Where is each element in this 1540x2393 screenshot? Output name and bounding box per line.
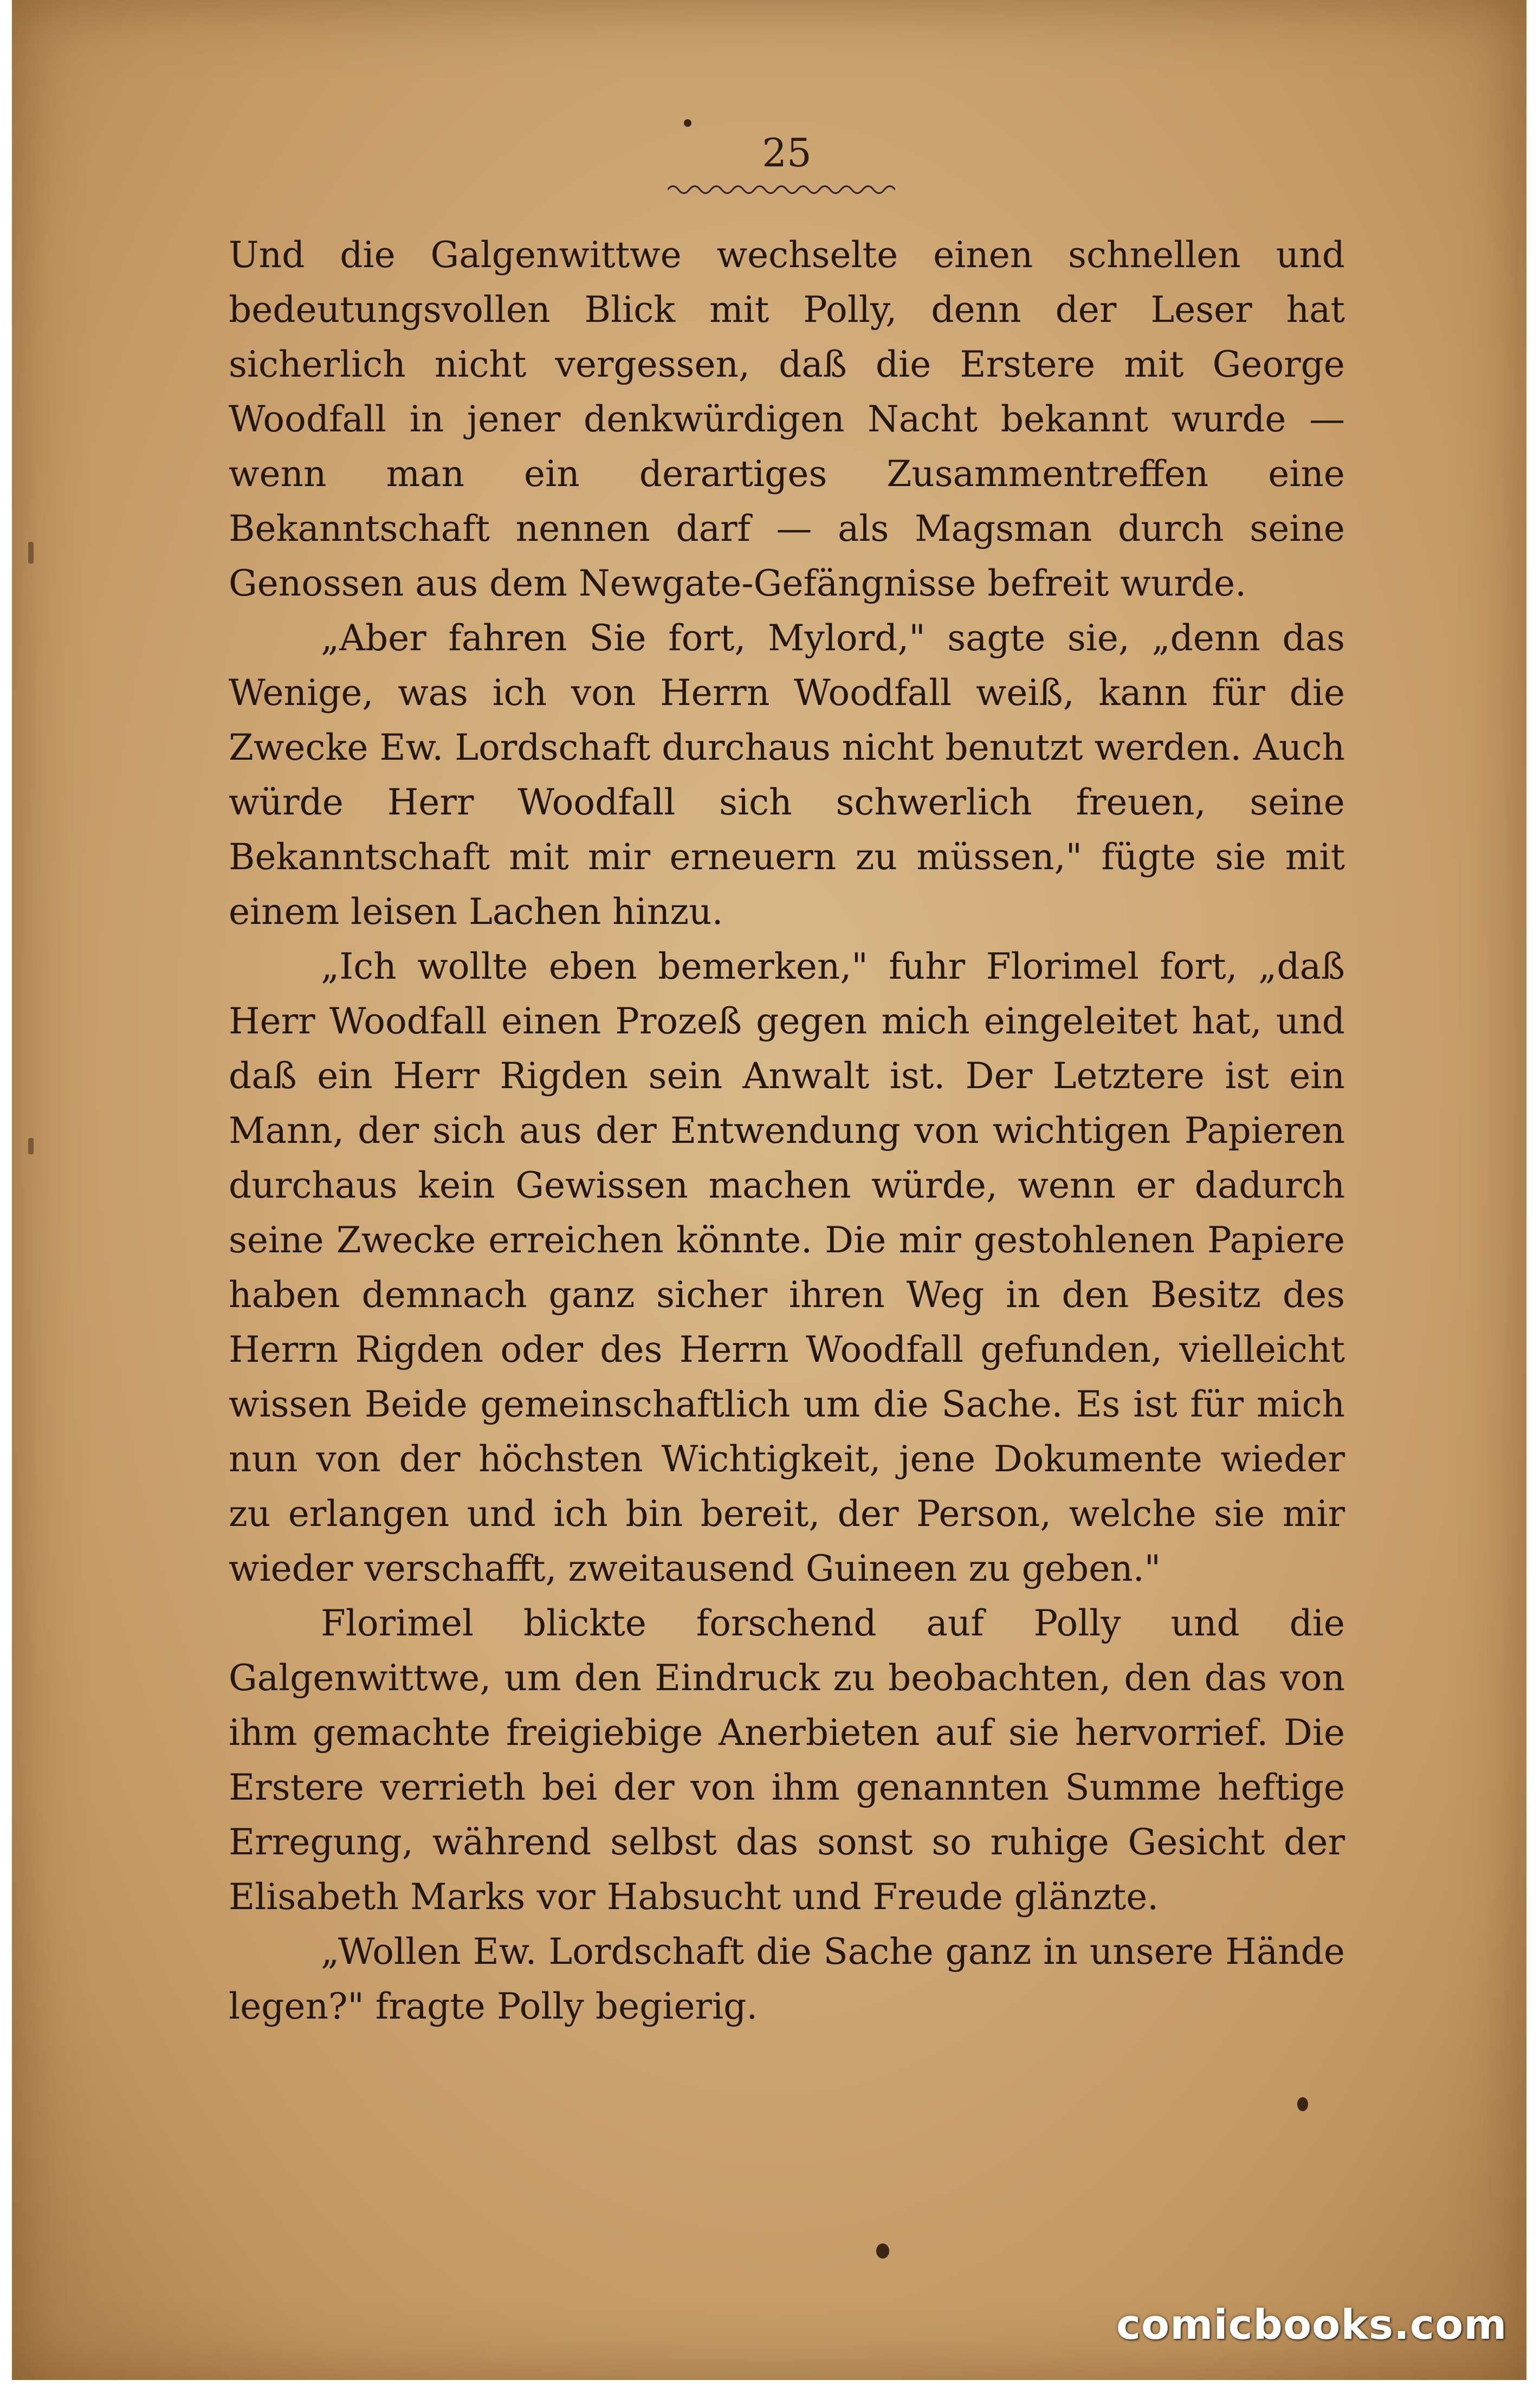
ink-speck — [876, 2243, 889, 2259]
paragraph: „Wollen Ew. Lordschaft die Sache ganz in unsere Hände legen?" fragte Polly begierig. — [229, 1931, 1345, 2027]
book-page — [12, 0, 1526, 2380]
ink-speck — [28, 542, 34, 564]
wavy-ornament-divider — [668, 182, 895, 198]
ink-speck — [684, 119, 691, 127]
watermark-logo: comicbooks.com — [1116, 2300, 1507, 2349]
ink-speck — [1297, 2097, 1308, 2111]
page-number: 25 — [762, 130, 812, 176]
ink-speck — [28, 1138, 34, 1154]
body-text — [229, 228, 1345, 2034]
paragraph: Florimel blickte forschend auf Polly und die Galgenwittwe, um den Eindruck zu beobachten, den das von ihm gemachte freigiebige Anerbieten auf sie hervorrief. Die Erstere verrieth bei der von ihm genannten Summe heftige Erregung, während selbst das sonst so ruhige Gesicht der Elisabeth Marks vor Habsucht und Freude glänzte. — [229, 1602, 1345, 1918]
paragraph: „Aber fahren Sie fort, Mylord," sagte sie, „denn das Wenige, was ich von Herrn Woodfall weiß, kann für die Zwecke Ew. Lordschaft durchaus nicht benutzt werden. Auch würde Herr Woodfall sich schwerlich freuen, seine Bekanntschaft mit mir erneuern zu müssen," fügte sie mit einem leisen Lachen hinzu. — [229, 617, 1345, 933]
paragraph: „Ich wollte eben bemerken," fuhr Florimel fort, „daß Herr Woodfall einen Prozeß gegen mich eingeleitet hat, und daß ein Herr Rigden sein Anwalt ist. Der Letztere ist ein Mann, der sich aus der Entwendung von wichtigen Papieren durchaus kein Gewissen machen würde, wenn er dadurch seine Zwecke erreichen könnte. Die mir gestohlenen Papiere haben demnach ganz sicher ihren Weg in den Besitz des Herrn Rigden oder des Herrn Woodfall gefunden, vielleicht wissen Beide gemeinschaftlich um die Sache. Es ist für mich nun von der höchsten Wichtigkeit, jene Dokumente wieder zu erlangen und ich bin bereit, der Person, welche sie mir wieder verschafft, zweitausend Guineen zu geben." — [229, 946, 1345, 1589]
paragraph: Und die Galgenwittwe wechselte einen schnellen und bedeutungsvollen Blick mit Polly, denn der Leser hat sicherlich nicht vergessen, daß die Erstere mit George Woodfall in jener denkwürdigen Nacht bekannt wurde — wenn man ein derartiges Zusammentreffen eine Bekanntschaft nennen darf — als Magsman durch seine Genossen aus dem Newgate-Gefängnisse befreit wurde. — [229, 234, 1345, 604]
